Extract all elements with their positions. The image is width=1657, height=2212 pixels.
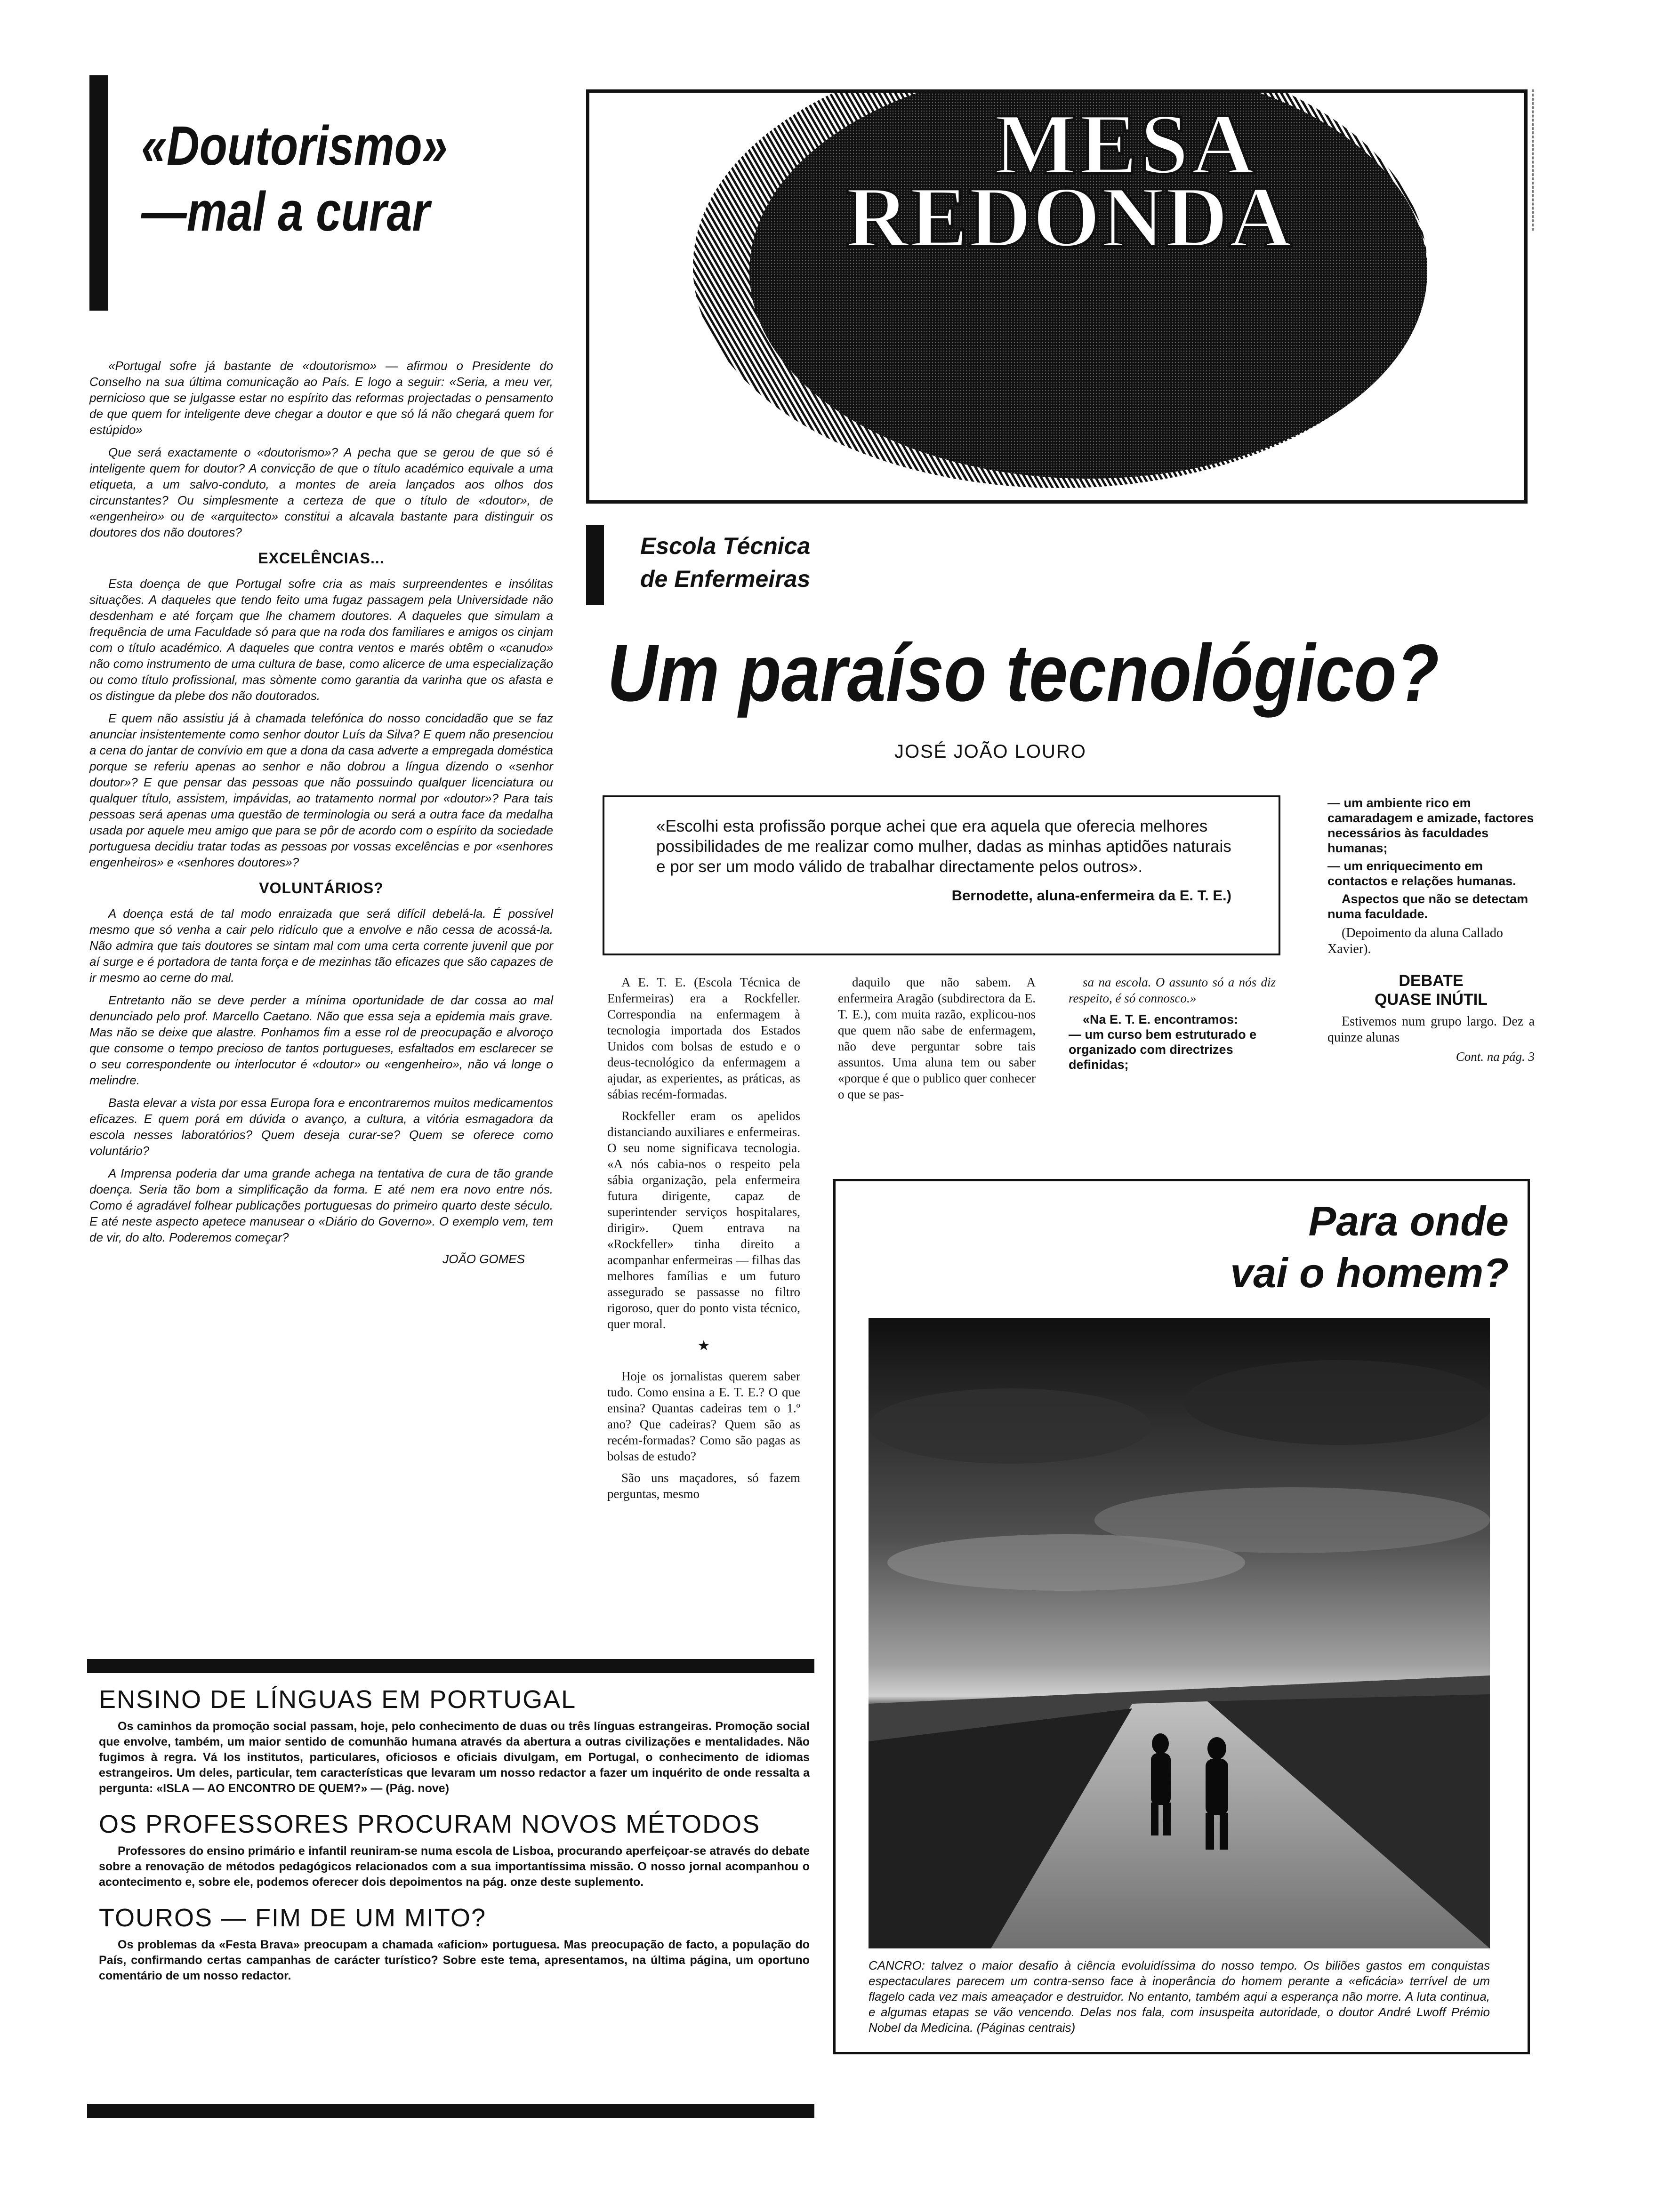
news-item	[99, 1903, 810, 1984]
photo-headline-line-1: Para onde	[1308, 1198, 1509, 1244]
subheading-voluntarios: VOLUNTÁRIOS?	[259, 880, 384, 897]
news-bottom-rule	[87, 2104, 814, 2118]
title-line-1: «Doutorismo»	[141, 115, 448, 177]
kicker-bar	[586, 525, 604, 605]
nursing-byline: JOSÉ JOÃO LOURO	[894, 741, 1086, 762]
col1-paragraph: Rockfeller eram os apelidos distanciando auxiliares e enfermeiras. O seu nome significava tecnologia. «A nós cabia-nos o respeito pela sábia organização, pela enfermeira futura dirigente, capaz de superintender serviços hospitalares, dirigir». Quem entrava na «Rockfeller» tinha direito a acompanhar enfermeiras — filhas das melhores famílias e um futuro assegurado se passasse no filtro rigoroso, quer do ponto vista técnico, quer moral.	[607, 1109, 800, 1331]
quote-box	[603, 795, 1280, 955]
banner-title-line-2: REDONDA	[846, 169, 1293, 265]
news-briefs	[99, 1685, 810, 1997]
nursing-col-1	[607, 974, 800, 1507]
news-heading: OS PROFESSORES PROCURAM NOVOS MÉTODOS	[99, 1810, 761, 1838]
col1b-paragraph: Hoje os jornalistas querem saber tudo. Como ensina a E. T. E.? O que ensina? Quantas cadeiras tem o 1.º ano? Que cadeiras? Quem são as recém-formadas? Como são pagas as bolsas de estudo?	[607, 1369, 800, 1463]
section2-paragraph: A Imprensa poderia dar uma grande achega na tentativa de cura de tão grande doença. Seria tão bom a simplificação da forma. E até nem era novo entre nós. Como é agradável folhear publicações portuguesas do primeiro quarto deste século. E até neste aspecto apetece manusear o «Diário do Governo». O exemplo vem, tem de vir, do alto. Poderemos começar?	[89, 1166, 553, 1244]
news-heading: TOUROS — FIM DE UM MITO?	[99, 1904, 487, 1932]
col1b-paragraph: São uns maçadores, só fazem perguntas, mesmo	[607, 1471, 800, 1501]
section2-paragraph: A doença está de tal modo enraizada que será difícil debelá-la. É possível mesmo que só venha a cair pelo ridículo que a envolve e não cessa de acossá-la. Não admira que tais doutores se sintam mal com uma certa corrente juvenil que por aí surge e é portadora de tanta força e de mezinhas tão eficazes que são capazes de ir mesmo ao cerne do mal.	[89, 906, 553, 985]
kicker-line-2: de Enfermeiras	[640, 566, 811, 592]
col3-lead: «Na E. T. E. encontramos:	[1083, 1012, 1239, 1026]
news-heading: ENSINO DE LÍNGUAS EM PORTUGAL	[99, 1685, 577, 1714]
news-body: Professores do ensino primário e infantil reuniram-se numa escola de Lisboa, procurando aperfeiçoar-se através do debate sobre a renovação de métodos pedagógicos relacionados com a sua importantíssima missão. O nosso jornal acompanhou o acontecimento e, sobre ele, podemos oferecer dois depoimentos na pág. onze deste suplemento.	[99, 1844, 810, 1889]
side-bullet: — um enriquecimento em contactos e relações humanas.	[1327, 859, 1516, 888]
debate-heading-line-1: DEBATE	[1399, 972, 1464, 990]
section1-paragraph: E quem não assistiu já à chamada telefónica do nosso concidadão que se faz anunciar insistentemente como senhor doutor Luís da Silva? E quem não presenciou a cena do jantar de convívio em que a dona da casa adverte a empregada doméstica porque se referiu apenas ao senhor e não dobrou a língua dizendo o «senhor doutor»? E que pensar das pessoas que não possuindo qualquer licenciatura ou qualquer título, assistem, impávidas, ao tratamento normal por «doutor»? Para tais pessoas será apenas uma questão de terminologia ou será a outra face da medalha usada por aquele meu amigo que para se pôr de acordo com o espírito da sociedade portuguesa decidiu tratar todas as pessoas por vossas excelências e por «senhores engenheiros» e «senhores doutores»?	[89, 711, 553, 869]
subheading-excelencias: EXCELÊNCIAS...	[258, 550, 385, 567]
banner-title-line-1: MESA	[994, 96, 1257, 192]
debate-heading-line-2: QUASE INÚTIL	[1375, 991, 1488, 1009]
intro-paragraph: «Portugal sofre já bastante de «doutorismo» — afirmou o Presidente do Conselho na sua última comunicação ao País. E logo a seguir: «Seria, a meu ver, pernicioso que se julgasse estar no espírito das reformas projectadas o pensamento de que quem for inteligente deve chegar a doutor e que só lá não chegará quem for estúpido»	[89, 359, 553, 437]
intro-paragraph: Que será exactamente o «doutorismo»? A pecha que se gerou de que só é inteligente quem for doutor? A convicção de que o título académico equivale a uma etiqueta, a um salvo-conduto, a montes de areia lançados aos olhos dos circunstantes? Ou simplesmente a certeza de que o título de «doutor», de «engenheiro» ou de «arquitecto» constitui a alcavala bastante para distinguir os doutores dos não doutores?	[89, 445, 553, 539]
quote-attribution: Bernodette, aluna-enfermeira da E. T. E.)	[951, 887, 1231, 904]
section2-paragraph: Basta elevar a vista por essa Europa fora e encontraremos muitos medicamentos eficazes. E quem porá em dúvida o avanço, a cultura, a vitória esmagadora da escola nesses laboratórios? Quem deseja curar-se? Quem se oferece como voluntário?	[89, 1096, 553, 1158]
nursing-col-3	[1069, 974, 1276, 1075]
debate-text: Estivemos num grupo largo. Dez a quinze alunas	[1327, 1014, 1535, 1045]
side-testimony: (Depoimento da aluna Callado Xavier).	[1327, 926, 1503, 956]
news-item	[99, 1685, 810, 1796]
kicker-line-1: Escola Técnica	[640, 533, 811, 559]
mesa-redonda-banner	[586, 89, 1528, 504]
quote-text: «Escolhi esta profissão porque achei que era aquela que oferecia melhores possibilidades de me realizar como mulher, dadas as minhas aptidões naturais e por ser um modo válido de trabalhar directamente pelos outros».	[656, 817, 1231, 876]
news-item	[99, 1810, 810, 1890]
title-line-2: —mal a curar	[141, 181, 430, 243]
side-bullet: — um ambiente rico em camaradagem e amizade, factores necessários às faculdades humanas;	[1327, 796, 1534, 855]
left-article-title	[141, 113, 546, 245]
debate-heading	[1327, 971, 1535, 1009]
news-body: Os caminhos da promoção social passam, hoje, pelo conhecimento de duas ou três línguas estrangeiras. Promoção social que envolve, também, um maior sentido de comunhão humana através da abertura a outras civilizações e mentalidades. Não fugimos à regra. Vá los institutos, particulares, oficiosos e oficiais divulgam, em Portugal, o conhecimento de idiomas estrangeiros. Um deles, particular, tem características que levaram um nosso redactor a fazer um inquérito de onde ressalta a pergunta: «ISLA — AO ENCONTRO DE QUEM?» — (Pág. nove)	[99, 1720, 810, 1795]
news-body: Os problemas da «Festa Brava» preocupam a chamada «aficion» portuguesa. Mas preocupação de facto, a população do País, confirmando certas campanhas de carácter turístico? Sobre este tema, apresentamos, na última página, um oportuno comentário de um nosso redactor.	[99, 1938, 810, 1982]
photo-headline	[1230, 1195, 1509, 1299]
road-photo	[869, 1318, 1490, 1948]
col3-bullets	[1069, 1027, 1276, 1072]
col3-paragraph: sa na escola. O assunto só a nós diz respeito, é só connosco.»	[1069, 975, 1276, 1005]
continued-note: Cont. na pág. 3	[1456, 1050, 1535, 1064]
star-separator: ★	[697, 1338, 710, 1354]
left-article-body	[89, 358, 553, 1266]
nursing-col-2	[838, 974, 1036, 1108]
photo-feature-box	[833, 1179, 1530, 2054]
news-top-rule	[87, 1659, 814, 1673]
title-bar	[89, 75, 108, 311]
side-text: Aspectos que não se detectam numa faculdade.	[1327, 892, 1528, 921]
photo-caption: CANCRO: talvez o maior desafio à ciência evoluidíssima do nosso tempo. Os biliões gastos em conquistas espectaculares parecem um contra-senso face à inoperância do homem perante a «eficácia» terrível de um flagelo cada vez mais ameaçador e destruidor. No entanto, também aqui a esperança não morre. A luta continua, e algumas etapas se vão vencendo. Delas nos fala, com insuspeita autoridade, o doutor André Lwoff Prémio Nobel da Medicina. (Páginas centrais)	[869, 1958, 1490, 2035]
col2-paragraph: daquilo que não sabem. A enfermeira Aragão (subdirectora da E. T. E.), com muita razão, explicou-nos que quem não sabe de enfermagem, não deve perguntar sobre tais assuntos. Uma aluna tem ou saber «porque é que o publico quer conhecer o que se pas-	[838, 975, 1036, 1101]
col1-paragraph: A E. T. E. (Escola Técnica de Enfermeiras) era a Rockfeller. Correspondia na enfermagem à tecnologia importada dos Estados Unidos com bolsas de estudo e o deus-tecnológico da enfermagem a ajudar, as experientes, as práticas, as sábias recém-formadas.	[607, 975, 800, 1101]
nursing-headline: Um paraíso tecnológico?	[607, 628, 1440, 718]
side-bullets	[1327, 795, 1535, 889]
section1-paragraph: Esta doença de que Portugal sofre cria as mais surpreendentes e insólitas situações. A daqueles que tendo feito uma fugaz passagem pela Universidade não desdenham e até forçam que lhe chamem doutores. A daqueles que simulam a frequência de uma Faculdade só para que na roda dos familiares e amigos os cinjam com o título académico. A daqueles que contra ventos e marés obtêm o «canudo» não como instrumento de uma cultura de base, como alicerce de uma especialização ou como título profissional, mas sòmente como garantia da varinha que os afasta e os distingue da plebe dos não doutorados.	[89, 577, 553, 703]
author: JOÃO GOMES	[442, 1252, 525, 1266]
banner-dashed-edge	[1532, 89, 1534, 231]
kicker	[640, 529, 810, 595]
section2-paragraph: Entretanto não se deve perder a mínima oportunidade de dar cossa ao mal denunciado pelo prof. Marcello Caetano. Não que essa seja a epidemia mais grave. Mas não se deixe que alastre. Ponhamos fim a esse rol de preocupação e alvoroço que consome o tempo precioso de tantos portugueses, esfaltados em esclarecer se o seu correspondente ou interlocutor é «doutor» ou «engenheiro», não vá longe o melindre.	[89, 993, 553, 1087]
side-column	[1327, 795, 1535, 1064]
col3-bullet: — um curso bem estruturado e organizado com directrizes definidas;	[1069, 1027, 1257, 1072]
photo-headline-line-2: vai o homem?	[1230, 1250, 1509, 1296]
